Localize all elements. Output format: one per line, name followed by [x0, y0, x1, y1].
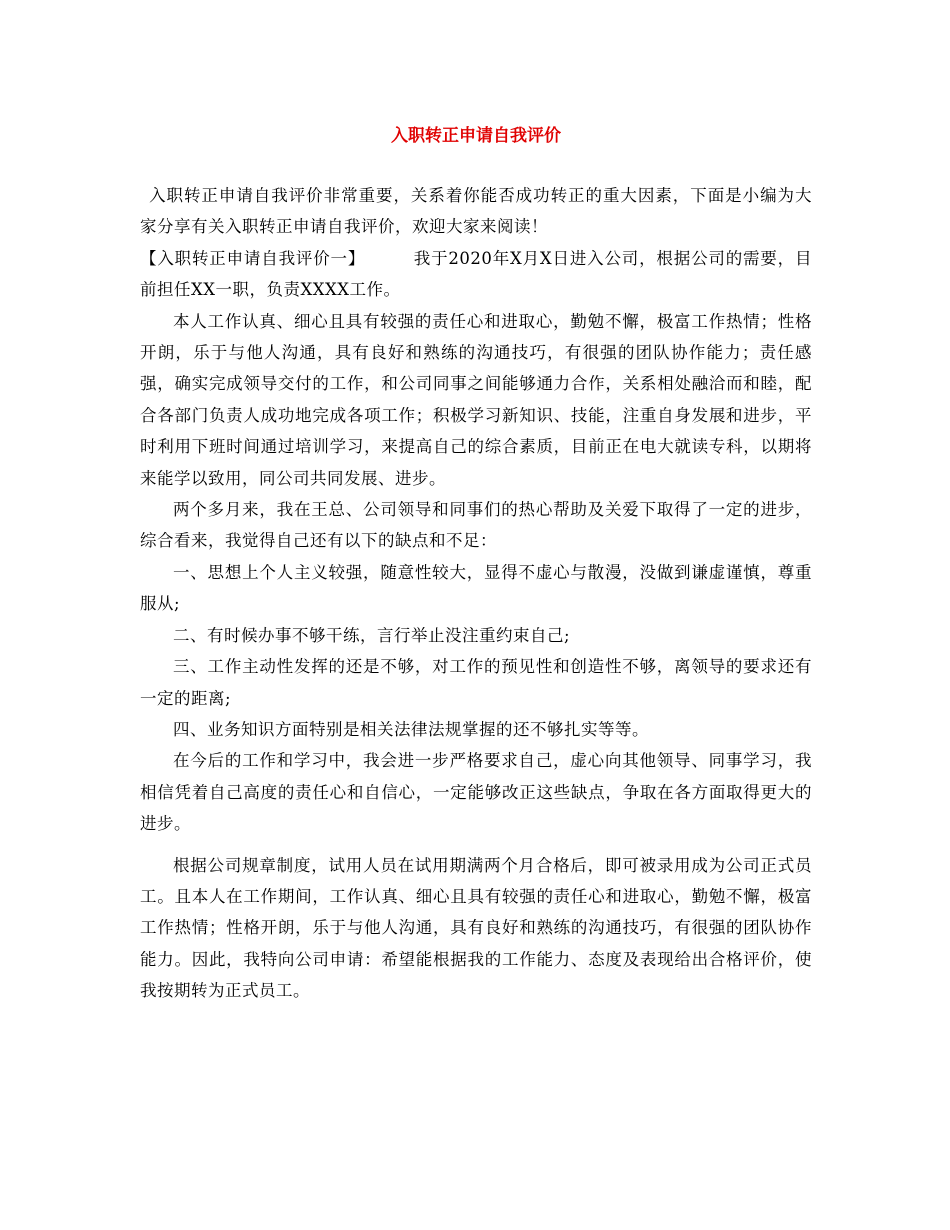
document-page: [140, 0, 812, 1007]
paragraph-shortcoming-2: 二、有时候办事不够干练，言行举止没注重约束自己;: [173, 625, 571, 645]
paragraph-qualities: 本人工作认真、细心且具有较强的责任心和进取心，勤勉不懈，极富工作热情；性格开朗，乐于与他人沟通，具有良好和熟练的沟通技巧，有很强的团队协作能力；责任感强，确实完成领导交付的工作，和公司同事之间能够通力合作，关系相处融洽而和睦，配合各部门负责人成功地完成各项工作；积极学习新知识、技能，注重自身发展和进步，平时利用下班时间通过培训学习，来提高自己的综合素质，目前正在电大就读专科，以期将来能学以致用，同公司共同发展、进步。: [140, 311, 812, 488]
intro-paragraph: 入职转正申请自我评价非常重要，关系着你能否成功转正的重大因素，下面是小编为大家分享有关入职转正申请自我评价，欢迎大家来阅读！: [140, 186, 812, 237]
paragraph-progress: 两个多月来，我在王总、公司领导和同事们的热心帮助及关爱下取得了一定的进步，综合看来，我觉得自己还有以下的缺点和不足：: [140, 500, 812, 551]
paragraph-shortcoming-4: 四、业务知识方面特别是相关法律法规掌握的还不够扎实等等。: [173, 719, 649, 739]
document-title: 入职转正申请自我评价: [391, 126, 561, 146]
paragraph-shortcoming-1: 一、思想上个人主义较强，随意性较大，显得不虚心与散漫，没做到谦虚谨慎，尊重服从;: [140, 562, 812, 614]
section-first-text: 我于2020年X月X日进入公司，根据公司的需要，目前担任XX一职，负责XXXX工作。: [140, 248, 813, 300]
section-paragraph: [140, 243, 812, 306]
paragraph-shortcoming-3: 三、工作主动性发挥的还是不够，对工作的预见性和创造性不够，离领导的要求还有一定的距离;: [140, 657, 812, 708]
paragraph-gap: [140, 840, 812, 850]
document-body: [140, 180, 812, 1007]
section-heading: 【入职转正申请自我评价一】: [140, 248, 366, 268]
paragraph-closing: 根据公司规章制度，试用人员在试用期满两个月合格后，即可被录用成为公司正式员工。且本人在工作期间，工作认真、细心且具有较强的责任心和进取心，勤勉不懈，极富工作热情；性格开朗，乐于与他人沟通，具有良好和熟练的沟通技巧，有很强的团队协作能力。因此，我特向公司申请：希望能根据我的工作能力、态度及表现给出合格评价，使我按期转为正式员工。: [140, 855, 812, 1001]
paragraph-future: 在今后的工作和学习中，我会进一步严格要求自己，虚心向其他领导、同事学习，我相信凭着自己高度的责任心和自信心，一定能够改正这些缺点，争取在各方面取得更大的进步。: [140, 751, 812, 834]
